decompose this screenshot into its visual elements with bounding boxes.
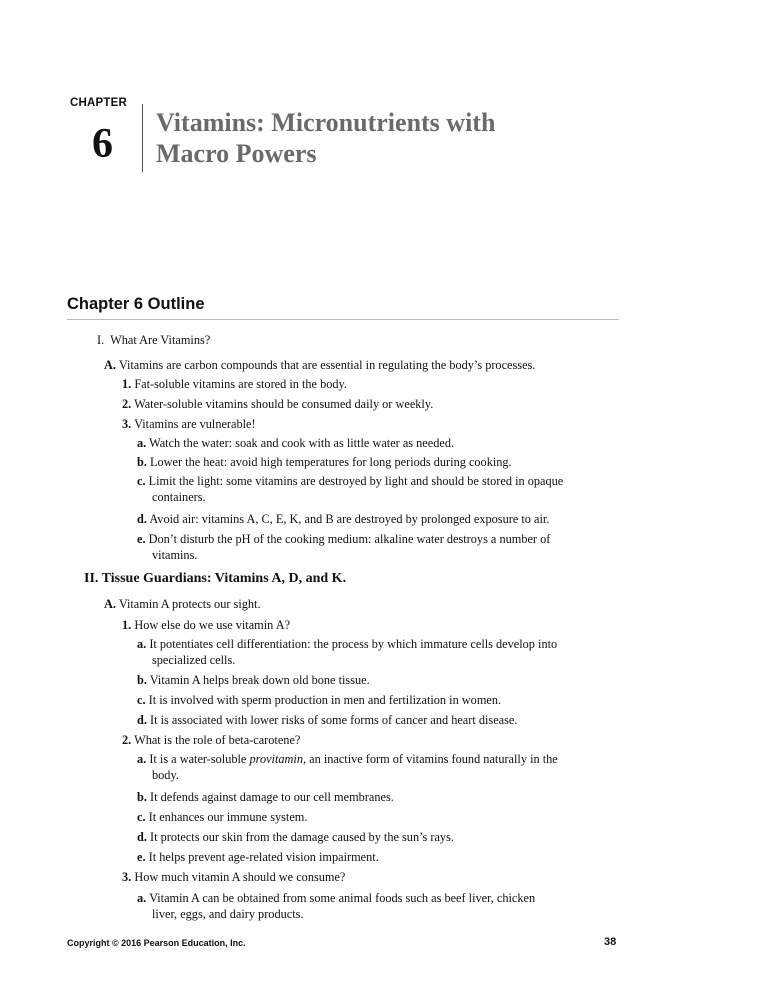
outline-line: 1. Fat-soluble vitamins are stored in the body.	[122, 377, 347, 391]
outline-line: a. Watch the water: soak and cook with as little water as needed.	[137, 436, 455, 450]
outline-line: 3. How much vitamin A should we consume?	[122, 870, 346, 884]
outline-line: 1. How else do we use vitamin A?	[122, 618, 291, 632]
outline-line: b. Vitamin A helps break down old bone tissue.	[137, 673, 370, 687]
chapter-title-line-2: Macro Powers	[156, 139, 317, 168]
outline-line: c. It enhances our immune system.	[137, 810, 308, 824]
footer-copyright: Copyright © 2016 Pearson Education, Inc.	[67, 938, 246, 948]
chapter-title-line-1: Vitamins: Micronutrients with	[156, 108, 496, 137]
outline-line: b. Lower the heat: avoid high temperatures for long periods during cooking.	[137, 455, 512, 469]
outline-line: 3. Vitamins are vulnerable!	[122, 417, 256, 431]
outline-heading: Chapter 6 Outline	[67, 295, 205, 313]
outline-line: e. Don’t disturb the pH of the cooking medium: alkaline water destroys a number of	[137, 532, 551, 546]
outline-line: c. Limit the light: some vitamins are destroyed by light and should be stored in opaque	[137, 474, 564, 488]
outline-line: specialized cells.	[152, 653, 236, 667]
outline-line: 2. Water-soluble vitamins should be consumed daily or weekly.	[122, 397, 434, 411]
outline-line: d. It protects our skin from the damage caused by the sun’s rays.	[137, 830, 454, 844]
outline-line: e. It helps prevent age-related vision impairment.	[137, 850, 379, 864]
outline-line: a. Vitamin A can be obtained from some animal foods such as beef liver, chicken	[137, 891, 536, 905]
chapter-number: 6	[92, 121, 113, 167]
outline-line: b. It defends against damage to our cell membranes.	[137, 790, 394, 804]
outline-line: a. It potentiates cell differentiation: the process by which immature cells develop into	[137, 637, 558, 651]
outline-line: c. It is involved with sperm production in men and fertilization in women.	[137, 693, 502, 707]
outline-line: liver, eggs, and dairy products.	[152, 907, 304, 921]
outline-line: containers.	[152, 490, 206, 504]
outline-line: d. It is associated with lower risks of some forms of cancer and heart disease.	[137, 713, 518, 727]
outline-divider	[67, 319, 619, 320]
chapter-divider	[142, 104, 143, 172]
outline-line: a. It is a water-soluble provitamin, an inactive form of vitamins found naturally in the	[137, 752, 558, 766]
outline-line: 2. What is the role of beta-carotene?	[122, 733, 301, 747]
chapter-label: CHAPTER	[70, 97, 127, 109]
page-number: 38	[604, 936, 617, 948]
outline-line: A. Vitamin A protects our sight.	[104, 597, 261, 611]
outline-line: A. Vitamins are carbon compounds that are essential in regulating the body’s processes.	[104, 358, 536, 372]
outline-section-heading: II. Tissue Guardians: Vitamins A, D, and K.	[84, 571, 347, 586]
outline-line: I. What Are Vitamins?	[97, 333, 211, 347]
chapter-title	[156, 107, 616, 169]
outline-line: body.	[152, 768, 179, 782]
outline-line: d. Avoid air: vitamins A, C, E, K, and B are destroyed by prolonged exposure to air.	[137, 512, 550, 526]
outline-line: vitamins.	[152, 548, 198, 562]
